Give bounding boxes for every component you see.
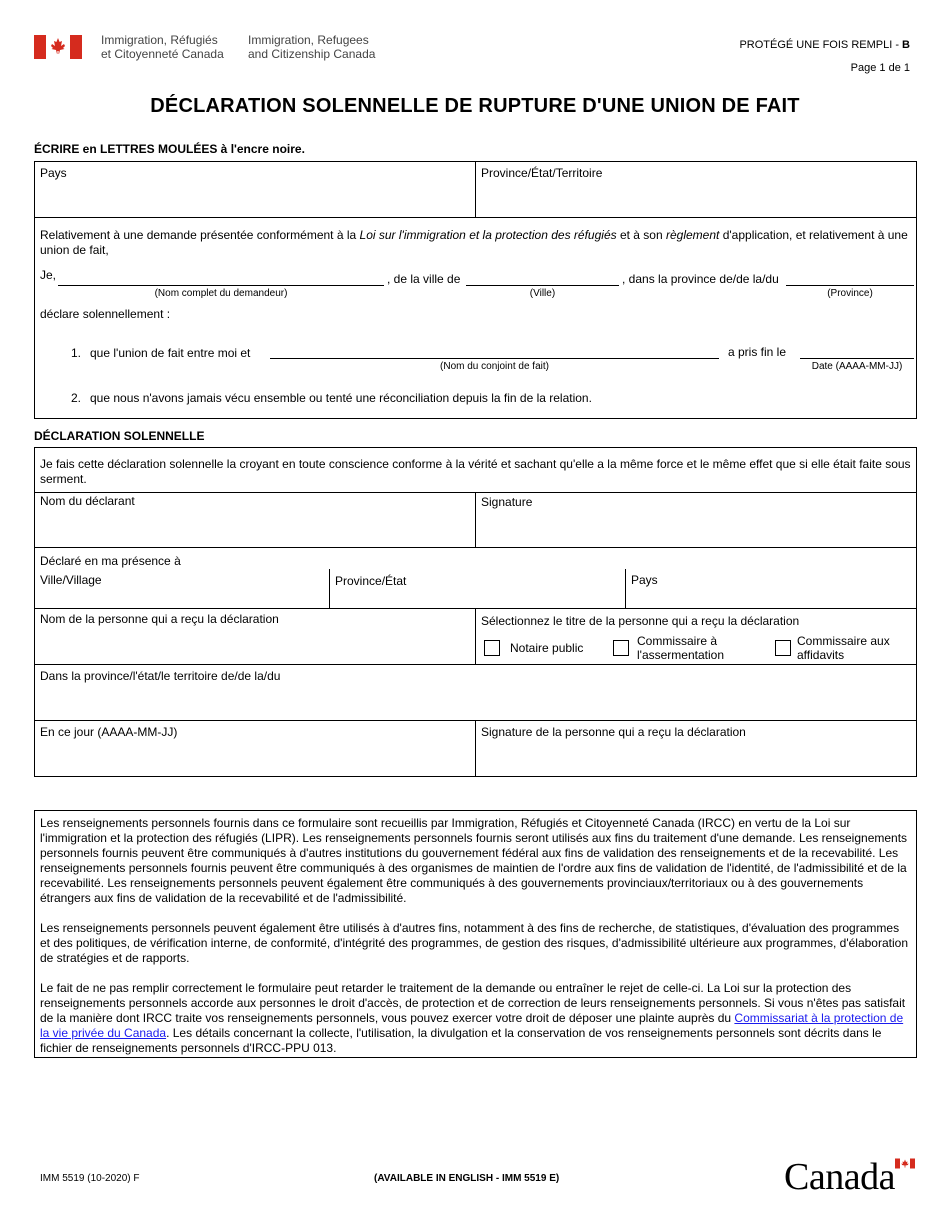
item2-text: que nous n'avons jamais vécu ensemble ou tenté une réconciliation depuis la fin de la relation.: [90, 391, 592, 405]
privacy-p3-post: . Les détails concernant la collecte, l'utilisation, la divulgation et la conservation de vos renseignements personnels sont décrits dans le fichier de renseignements personnels d'IRCC-PPU 013.: [40, 1026, 882, 1055]
signature-field[interactable]: Signature: [481, 495, 533, 509]
declare-label: déclare solennellement :: [40, 307, 171, 321]
dept-en-line1: Immigration, Refugees: [248, 33, 369, 47]
page-number: Page 1 de 1: [850, 62, 910, 74]
intro-law: Loi sur l'immigration et la protection des réfugiés: [359, 228, 617, 242]
privacy-commissioner-link[interactable]: Commissariat à la protection de la vie privée du Canada: [40, 1011, 904, 1040]
intro-post: d'application, et relativement à une union de fait,: [40, 228, 908, 257]
applicant-name-hint: (Nom complet du demandeur): [154, 288, 288, 299]
date-field[interactable]: En ce jour (AAAA-MM-JJ): [40, 725, 178, 739]
intro-mid: et à son: [616, 228, 666, 242]
spouse-name-input[interactable]: [270, 358, 719, 359]
canada-wordmark: Canada: [784, 1156, 895, 1198]
commissioner-affidavits-checkbox[interactable]: [775, 640, 791, 656]
town-field[interactable]: Ville/Village: [40, 573, 102, 587]
end-date-hint: Date (AAAA-MM-JJ): [811, 361, 903, 372]
intro-paragraph: [40, 228, 913, 258]
city-input[interactable]: [466, 285, 619, 286]
select-title-label: Sélectionnez le titre de la personne qui a reçu la déclaration: [481, 614, 800, 628]
solemn-declaration-title: DÉCLARATION SOLENNELLE: [34, 429, 205, 443]
protected-level: B: [902, 39, 910, 51]
notary-public-label: Notaire public: [510, 641, 584, 655]
commissioner-affidavits-label: [797, 634, 890, 662]
commissioner-affidavits-line2: affidavits: [797, 648, 845, 662]
commissioner-oaths-line1: Commissaire à: [637, 634, 718, 648]
commissioner-oaths-line2: l'assermentation: [637, 648, 724, 662]
province-de-label: , dans la province de/de la/du: [622, 272, 779, 286]
ended-label: a pris fin le: [728, 345, 787, 359]
form-id: IMM 5519 (10-2020) F: [40, 1173, 140, 1184]
province-input[interactable]: [786, 285, 914, 286]
province-field[interactable]: Province/État/Territoire: [481, 166, 603, 180]
ville-de-label: , de la ville de: [387, 272, 461, 286]
solemn-statement: Je fais cette déclaration solennelle la croyant en toute conscience conforme à la vérité et sachant qu'elle a la même force et le même effet que si elle était faite sous serment.: [40, 457, 911, 486]
commissioner-affidavits-line1: Commissaire aux: [797, 634, 890, 648]
applicant-name-input[interactable]: [58, 285, 384, 286]
spouse-name-hint: (Nom du conjoint de fait): [440, 361, 549, 372]
item1-text: que l'union de fait entre moi et: [90, 346, 251, 360]
protected-text: PROTÉGÉ UNE FOIS REMPLI -: [739, 39, 903, 51]
province-hint: (Province): [827, 288, 873, 299]
dept-fr-line1: Immigration, Réfugiés: [101, 33, 218, 47]
form-title: DÉCLARATION SOLENNELLE DE RUPTURE D'UNE UNION DE FAIT: [150, 95, 800, 117]
protected-label: [739, 39, 910, 51]
end-date-input[interactable]: [800, 358, 914, 359]
privacy-notice: [34, 810, 917, 1058]
receiver-signature-field[interactable]: Signature de la personne qui a reçu la déclaration: [481, 725, 746, 739]
dept-en-line2: and Citizenship Canada: [248, 47, 376, 61]
city-hint: (Ville): [529, 288, 556, 299]
item2-number: 2.: [71, 391, 82, 405]
notary-public-checkbox[interactable]: [484, 640, 500, 656]
je-label: Je,: [40, 268, 57, 282]
country-field-2[interactable]: Pays: [631, 573, 658, 587]
commissioner-oaths-checkbox[interactable]: [613, 640, 629, 656]
country-field[interactable]: Pays: [40, 166, 67, 180]
privacy-p3-pre: Le fait de ne pas remplir correctement le formulaire peut retarder le traitement de la demande ou entraîner le rejet de celle-ci. La Loi sur la protection des renseignements personnels accorde aux personnes le droit d'accès, de protection et de correction de leurs renseignements personnels. Si vous n'êtes pas satisfait de la manière dont IRCC traite vos renseignements personnels, vous pouvez exercer votre droit de déposer une plainte auprès du: [40, 981, 906, 1025]
province-state-field[interactable]: Province/État: [335, 574, 407, 588]
wordmark-flag-icon: [895, 1158, 915, 1169]
canada-flag-icon: [34, 35, 82, 59]
receiver-name-field[interactable]: Nom de la personne qui a reçu la déclaration: [40, 612, 279, 626]
department-name-fr: [101, 33, 224, 61]
intro-reg: règlement: [666, 228, 720, 242]
intro-pre: Relativement à une demande présentée conformément à la: [40, 228, 360, 242]
privacy-paragraph-3: [40, 981, 911, 1056]
declarant-name-field[interactable]: Nom du déclarant: [40, 494, 135, 508]
declared-in-label: Déclaré en ma présence à: [40, 554, 181, 568]
province-territory-field[interactable]: Dans la province/l'état/le territoire de/de la/du: [40, 669, 281, 683]
privacy-paragraph-2: Les renseignements personnels peuvent également être utilisés à d'autres fins, notamment à des fins de recherche, de statistiques, d'évaluation des programmes et des politiques, de vérification interne, de conformité, d'intégrité des programmes, de gestion des risques, d'admissibilité ultérieure aux programmes, d'élaboration de stratégies et de rapports.: [40, 921, 908, 965]
department-name-en: [248, 33, 375, 61]
dept-fr-line2: et Citoyenneté Canada: [101, 47, 224, 61]
privacy-paragraph-1: Les renseignements personnels fournis dans ce formulaire sont recueillis par Immigration, Réfugiés et Citoyenneté Canada (IRCC) en vertu de la Loi sur l'immigration et la protection des réfugiés (LIPR). Les renseignements personnels fournis seront utilisés aux fins du traitement d'une demande. Les renseignements personnels fournis peuvent être communiqués à d'autres institutions du gouvernement fédéral aux fins de validation des renseignements et de la recevabilité. Les renseignements personnels fournis peuvent être communiqués à des organismes de maintien de l'ordre aux fins de validation de l'identité, de l'admissibilité et de la recevabilité. Les renseignements personnels peuvent également être communiqués à des gouvernements provinciaux/territoriaux ou à des gouvernements étrangers aux fins de validation de la recevabilité et de l'admissibilité.: [40, 816, 908, 905]
commissioner-oaths-label: [637, 634, 724, 662]
print-instruction: ÉCRIRE en LETTRES MOULÉES à l'encre noire.: [34, 142, 305, 156]
item1-number: 1.: [71, 346, 82, 360]
english-availability: (AVAILABLE IN ENGLISH - IMM 5519 E): [374, 1173, 560, 1184]
